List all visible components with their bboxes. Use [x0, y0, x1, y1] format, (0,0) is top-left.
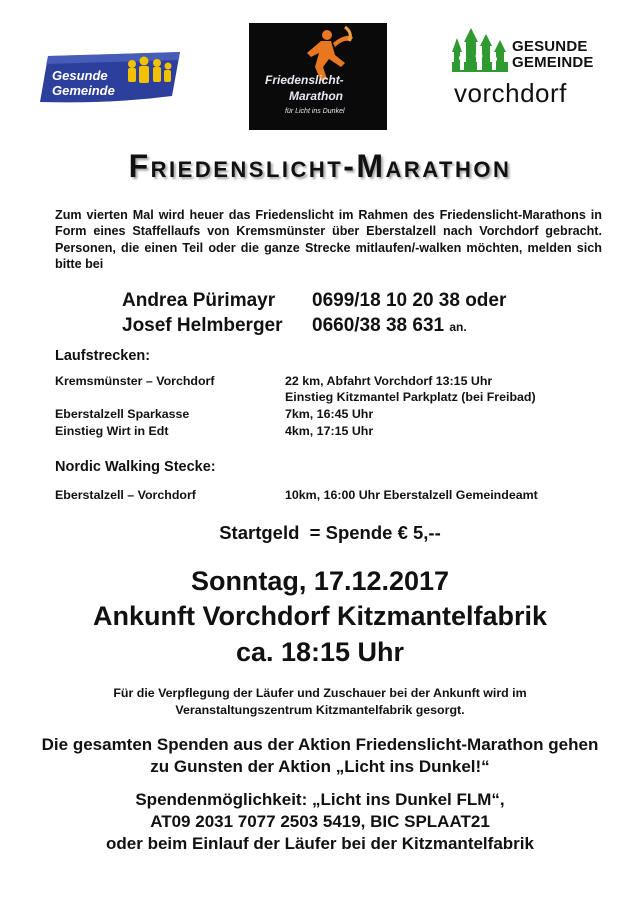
route-info: 10km, 16:00 Uhr Eberstalzell Gemeindeamt [285, 488, 538, 502]
catering-note: Für die Verpflegung der Läufer und Zuschauer bei der Ankunft wird im Veranstaltungszentrum Kitzmantelfabrik gesorgt. [113, 686, 527, 717]
route-info: 22 km, Abfahrt Vorchdorf 13:15 Uhr [285, 374, 493, 388]
contact-phone: 0660/38 38 631 [312, 315, 445, 336]
laufstrecken-heading: Laufstrecken: [55, 348, 151, 364]
logo-subtitle: für Licht ins Dunkel [285, 108, 345, 115]
startgeld-text: Startgeld = Spende € 5,-- [219, 522, 441, 543]
vorchdorf-logo [452, 28, 602, 112]
bank-line: oder beim Einlauf der Läufer bei der Kitzmantelfabrik [106, 834, 534, 853]
route-place: Eberstalzell – Vorchdorf [55, 488, 196, 502]
bank-iban: AT09 2031 7077 2503 5419, BIC SPLAAT21 [150, 812, 490, 831]
route-info: 7km, 16:45 Uhr [285, 407, 374, 421]
contact-suffix: an. [449, 320, 467, 334]
route-row [55, 374, 615, 390]
tree-people-icon [452, 28, 512, 80]
route-place: Kremsmünster – Vorchdorf [55, 374, 215, 388]
contact-name: Andrea Pürimayr [122, 290, 276, 311]
route-place: Eberstalzell Sparkasse [55, 407, 190, 421]
event-date: Sonntag, 17.12.2017 [190, 566, 450, 596]
route-row [55, 488, 615, 504]
gesunde-gemeinde-logo [40, 52, 180, 104]
route-row [55, 424, 615, 440]
nordic-walking-heading: Nordic Walking Stecke: [55, 459, 216, 475]
friedenslicht-marathon-logo [249, 23, 387, 130]
page-title: Friedenslicht-Marathon [128, 148, 512, 184]
contact-row [122, 315, 467, 337]
gesunde-logo-text: Gesunde [52, 68, 108, 83]
logo-title-line1: Friedenslicht- [265, 73, 344, 87]
route-info: Einstieg Kitzmantel Parkplatz (bei Freibad) [285, 390, 536, 404]
gemeinde-logo-text: Gemeinde [52, 83, 115, 98]
bank-line: Spendenmöglichkeit: „Licht ins Dunkel FLM“, [135, 790, 505, 809]
route-info: 4km, 17:15 Uhr [285, 424, 374, 438]
contact-phone: 0699/18 10 20 38 oder [312, 290, 507, 311]
intro-paragraph: Zum vierten Mal wird heuer das Friedenslicht im Rahmen des Friedenslicht-Marathons in Form eines Staffellaufs von Kremsmünster über Eberstalzell nach Vorchdorf gebracht. Personen, die einen Teil oder die ganze Strecke mitlaufen/-walken möchten, melden sich bitte bei [55, 208, 602, 272]
contact-row [122, 290, 506, 312]
contact-name: Josef Helmberger [122, 315, 283, 336]
event-time: ca. 18:15 Uhr [235, 637, 405, 667]
route-place: Einstieg Wirt in Edt [55, 424, 169, 438]
route-row [55, 407, 615, 423]
gemeinde-label: GEMEINDE [512, 54, 594, 71]
route-row [55, 390, 615, 406]
startgeld-line [0, 522, 640, 544]
logo-title-line2: Marathon [289, 89, 343, 103]
gesunde-label: GESUNDE [512, 38, 588, 55]
donations-note: Die gesamten Spenden aus der Aktion Friedenslicht-Marathon gehen zu Gunsten der Aktion „Licht ins Dunkel!“ [41, 735, 599, 776]
donation-bank-info [30, 789, 610, 855]
vorchdorf-town-label: vorchdorf [454, 78, 567, 108]
event-arrival: Ankunft Vorchdorf Kitzmantelfabrik [92, 601, 548, 631]
